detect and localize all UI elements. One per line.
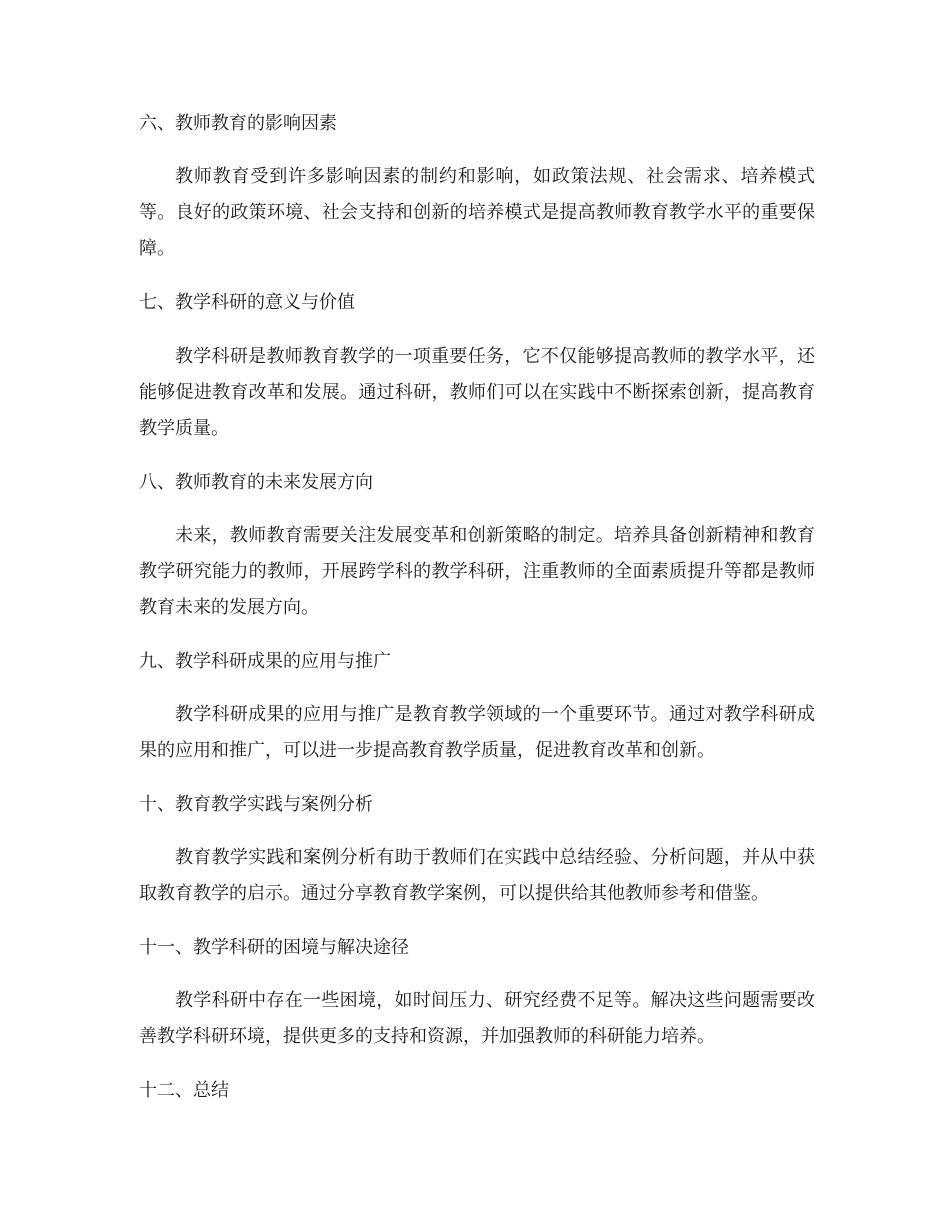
section-heading-8: 八、教师教育的未来发展方向 — [139, 472, 373, 493]
section-body-9: 教学科研成果的应用与推广是教育教学领域的一个重要环节。通过对教学科研成果的应用和推广，可以进一步提高教育教学质量，促进教育改革和创新。 — [139, 704, 815, 761]
section-heading-10: 十、教育教学实践与案例分析 — [139, 794, 373, 815]
section-heading-11: 十一、教学科研的困境与解决途径 — [139, 937, 409, 958]
section-body-11: 教学科研中存在一些困境，如时间压力、研究经费不足等。解决这些问题需要改善教学科研环境，提供更多的支持和资源，并加强教师的科研能力培养。 — [139, 990, 815, 1047]
section-heading-7: 七、教学科研的意义与价值 — [139, 292, 355, 313]
section-heading-9: 九、教学科研成果的应用与推广 — [139, 651, 391, 672]
section-body-10: 教育教学实践和案例分析有助于教师们在实践中总结经验、分析问题，并从中获取教育教学的启示。通过分享教育教学案例，可以提供给其他教师参考和借鉴。 — [139, 847, 815, 904]
section-body-8: 未来，教师教育需要关注发展变革和创新策略的制定。培养具备创新精神和教育教学研究能力的教师，开展跨学科的教学科研，注重教师的全面素质提升等都是教师教育未来的发展方向。 — [139, 525, 815, 618]
section-body-7: 教学科研是教师教育教学的一项重要任务，它不仅能够提高教师的教学水平，还能够促进教育改革和发展。通过科研，教师们可以在实践中不断探索创新，提高教育教学质量。 — [139, 346, 815, 439]
section-body-6: 教师教育受到许多影响因素的制约和影响，如政策法规、社会需求、培养模式等。良好的政策环境、社会支持和创新的培养模式是提高教师教育教学水平的重要保障。 — [139, 166, 815, 259]
section-heading-12: 十二、总结 — [139, 1080, 229, 1101]
section-heading-6: 六、教师教育的影响因素 — [139, 113, 337, 134]
